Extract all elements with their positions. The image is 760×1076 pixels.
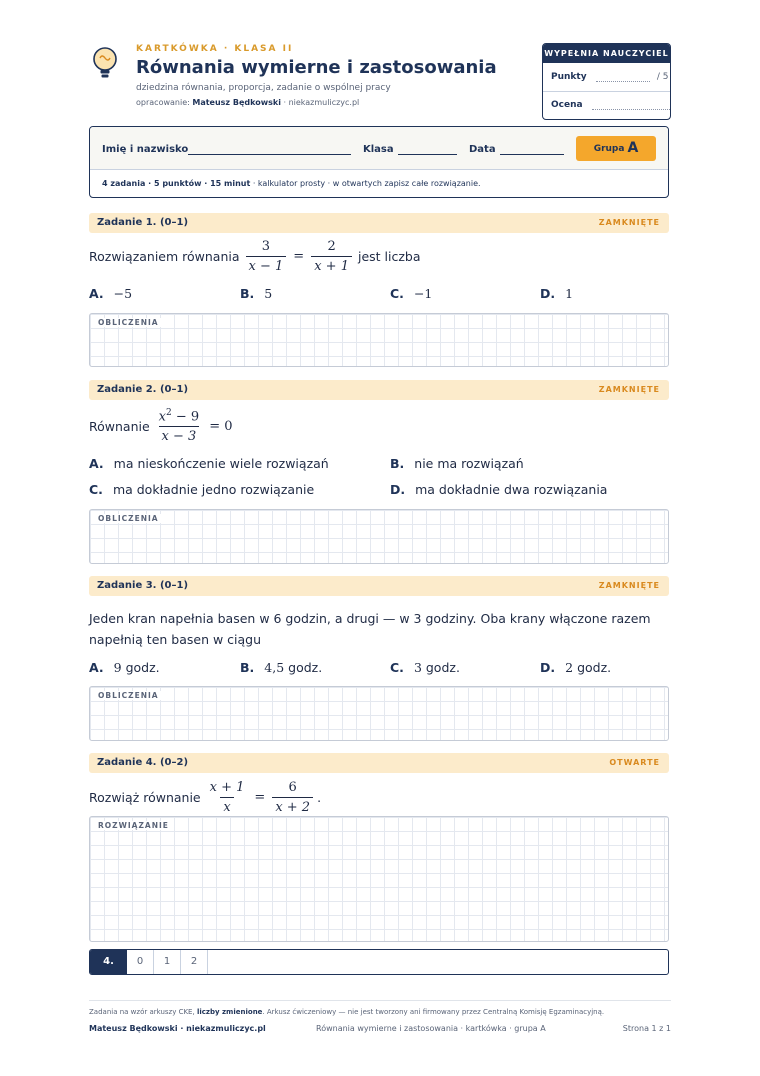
task-1-question — [89, 239, 421, 274]
task-4-text: Rozwiąż równanie — [89, 790, 201, 805]
task-3-text-line-1: Jeden kran napełnia basen w 6 godzin, a drugi — w 3 godziny. Oba krany włączone razem — [89, 611, 651, 626]
student-info-fields — [90, 127, 668, 170]
fraction-denominator: x − 3 — [159, 426, 200, 444]
task-4-type: OTWARTE — [609, 758, 660, 767]
task-2-option-d[interactable] — [390, 482, 607, 497]
footer-author: Mateusz Będkowski · niekazmuliczyc.pl — [89, 1024, 266, 1033]
group-badge — [576, 136, 656, 161]
numerator-rest: − 9 — [171, 409, 200, 425]
work-area-label: OBLICZENIA — [98, 514, 159, 523]
equals-sign: = — [254, 790, 266, 805]
option-letter: B. — [390, 456, 405, 471]
task-1-fraction-left — [246, 239, 287, 274]
class-field[interactable] — [398, 154, 457, 155]
option-letter: C. — [390, 660, 404, 675]
option-value: ma nieskończenie wiele rozwiązań — [113, 456, 329, 471]
author-name: Mateusz Będkowski — [192, 98, 281, 107]
task-1-type: ZAMKNIĘTE — [598, 218, 660, 227]
score-strip — [89, 949, 669, 975]
option-unit: godz. — [577, 660, 612, 675]
score-task-number: 4. — [90, 950, 127, 974]
option-letter: A. — [89, 286, 104, 301]
footer-divider — [89, 1000, 671, 1001]
task-4-fraction-right — [272, 780, 313, 815]
option-letter: A. — [89, 660, 104, 675]
summary-rest: · kalkulator prosty · w otwartych zapisz całe rozwiązanie. — [252, 179, 481, 188]
task-1-header — [89, 213, 669, 233]
task-2-text: Równanie — [89, 418, 150, 434]
teacher-box-title: WYPEŁNIA NAUCZYCIEL — [543, 44, 670, 63]
task-3-work-area[interactable] — [89, 686, 669, 741]
task-1-text: Rozwiązaniem równania — [89, 249, 240, 264]
page-title: Równania wymierne i zastosowania — [136, 57, 497, 78]
teacher-box-divider — [543, 91, 670, 92]
grade-field[interactable] — [592, 109, 670, 110]
fraction-numerator: x + 1 — [209, 780, 245, 795]
task-3-type: ZAMKNIĘTE — [598, 581, 660, 590]
fraction-numerator: 2 — [327, 239, 336, 254]
class-label: Klasa — [363, 144, 394, 155]
work-area-label: OBLICZENIA — [98, 691, 159, 700]
option-letter: D. — [540, 660, 556, 675]
author-prefix: opracowanie: — [136, 98, 190, 107]
author-line — [136, 98, 359, 107]
task-1-fraction-right — [311, 239, 352, 274]
numerator-base: x — [158, 409, 167, 425]
numerator-exponent: 2 — [166, 408, 172, 418]
footer-page-number: Strona 1 z 1 — [622, 1024, 671, 1033]
score-option-1[interactable]: 1 — [154, 950, 181, 974]
option-unit: godz. — [125, 660, 160, 675]
task-4-question — [89, 780, 321, 815]
fraction-denominator: x + 1 — [311, 256, 352, 274]
option-value: nie ma rozwiązań — [414, 456, 524, 471]
task-4-header — [89, 753, 669, 773]
option-letter: C. — [390, 286, 404, 301]
option-value: 3 — [413, 660, 422, 675]
footer-note — [89, 1008, 604, 1016]
task-2-option-a[interactable] — [89, 456, 329, 471]
option-value: 1 — [565, 286, 574, 301]
worksheet-kicker: KARTKÓWKA · KLASA II — [136, 44, 294, 54]
task-1-option-a[interactable] — [89, 286, 132, 301]
grade-label: Ocena — [551, 100, 583, 110]
worksheet-summary — [102, 179, 481, 188]
points-label: Punkty — [551, 72, 587, 82]
task-2-work-area[interactable] — [89, 509, 669, 564]
page-subtitle: dziedzina równania, proporcja, zadanie o wspólnej pracy — [136, 83, 391, 93]
fraction-numerator: 3 — [261, 239, 271, 254]
footer-note-end: . Arkusz ćwiczeniowy — nie jest tworzony ani firmowany przez Centralną Komisję Egzaminacyjną. — [262, 1008, 605, 1016]
option-value: −1 — [413, 286, 433, 301]
task-2-type: ZAMKNIĘTE — [598, 385, 660, 394]
option-value: 2 — [565, 660, 574, 675]
task-2-question — [89, 408, 235, 444]
fraction-denominator: x − 1 — [246, 256, 287, 274]
task-1-option-c[interactable] — [390, 286, 432, 301]
date-label: Data — [469, 144, 496, 155]
task-1-option-d[interactable] — [540, 286, 573, 301]
task-3-text-line-2: napełnią ten basen w ciągu — [89, 632, 262, 647]
task-4-text-after: . — [317, 790, 322, 805]
equals-sign: = — [293, 249, 305, 264]
task-2-fraction — [156, 408, 203, 444]
option-letter: A. — [89, 456, 104, 471]
points-row — [551, 72, 668, 82]
footer-note-start: Zadania na wzór arkuszy CKE, — [89, 1008, 195, 1016]
task-3-option-d[interactable] — [540, 660, 611, 675]
name-field[interactable] — [188, 154, 351, 155]
summary-bold: 4 zadania · 5 punktów · 15 minut — [102, 179, 251, 188]
student-info-box — [89, 126, 669, 198]
teacher-box — [542, 43, 671, 120]
task-4-solution-area[interactable] — [89, 816, 669, 942]
option-value: 4,5 — [264, 660, 285, 675]
task-4-title: Zadanie 4. (0–2) — [97, 757, 189, 768]
option-value: 5 — [264, 286, 273, 301]
task-3-option-a[interactable] — [89, 660, 160, 675]
task-3-question — [89, 608, 651, 650]
option-unit: godz. — [425, 660, 460, 675]
task-1-option-b[interactable] — [240, 286, 272, 301]
task-2-header — [89, 380, 669, 400]
fraction-numerator: 6 — [288, 780, 297, 795]
task-4-fraction-left — [207, 780, 248, 815]
date-field[interactable] — [500, 154, 564, 155]
task-1-title: Zadanie 1. (0–1) — [97, 217, 189, 228]
fraction-numerator — [156, 408, 203, 426]
option-value: ma dokładnie dwa rozwiązania — [415, 482, 608, 497]
option-value: −5 — [113, 286, 133, 301]
group-letter: A — [627, 140, 639, 156]
task-1-text-after: jest liczba — [357, 249, 421, 264]
fraction-denominator: x + 2 — [272, 797, 313, 815]
task-2-option-b[interactable] — [390, 456, 524, 471]
option-letter: B. — [240, 286, 255, 301]
work-area-label: ROZWIĄZANIE — [98, 821, 169, 830]
points-field[interactable] — [596, 81, 650, 82]
points-max: / 5 — [656, 72, 669, 82]
task-3-header — [89, 576, 669, 596]
author-site: · niekazmuliczyc.pl — [283, 98, 360, 107]
option-letter: D. — [390, 482, 406, 497]
lightbulb-icon — [90, 46, 120, 80]
task-1-work-area[interactable] — [89, 313, 669, 367]
score-option-0[interactable]: 0 — [127, 950, 154, 974]
option-value: ma dokładnie jedno rozwiązanie — [112, 482, 315, 497]
task-3-option-c[interactable] — [390, 660, 460, 675]
equals-zero: = 0 — [209, 418, 233, 434]
group-label: Grupa — [593, 144, 625, 154]
fraction-denominator: x — [220, 797, 233, 815]
option-letter: C. — [89, 482, 103, 497]
task-2-title: Zadanie 2. (0–1) — [97, 384, 189, 395]
task-3-option-b[interactable] — [240, 660, 322, 675]
score-option-2[interactable]: 2 — [181, 950, 208, 974]
task-3-title: Zadanie 3. (0–1) — [97, 580, 189, 591]
grade-row — [551, 100, 670, 110]
option-unit: godz. — [288, 660, 323, 675]
option-letter: D. — [540, 286, 556, 301]
option-value: 9 — [113, 660, 122, 675]
work-area-label: OBLICZENIA — [98, 318, 159, 327]
footer-worksheet-title: Równania wymierne i zastosowania · kartkówka · grupa A — [316, 1024, 546, 1033]
footer-note-bold: liczby zmienione — [196, 1008, 263, 1016]
name-label: Imię i nazwisko — [102, 144, 189, 155]
task-2-option-c[interactable] — [89, 482, 314, 497]
option-letter: B. — [240, 660, 255, 675]
